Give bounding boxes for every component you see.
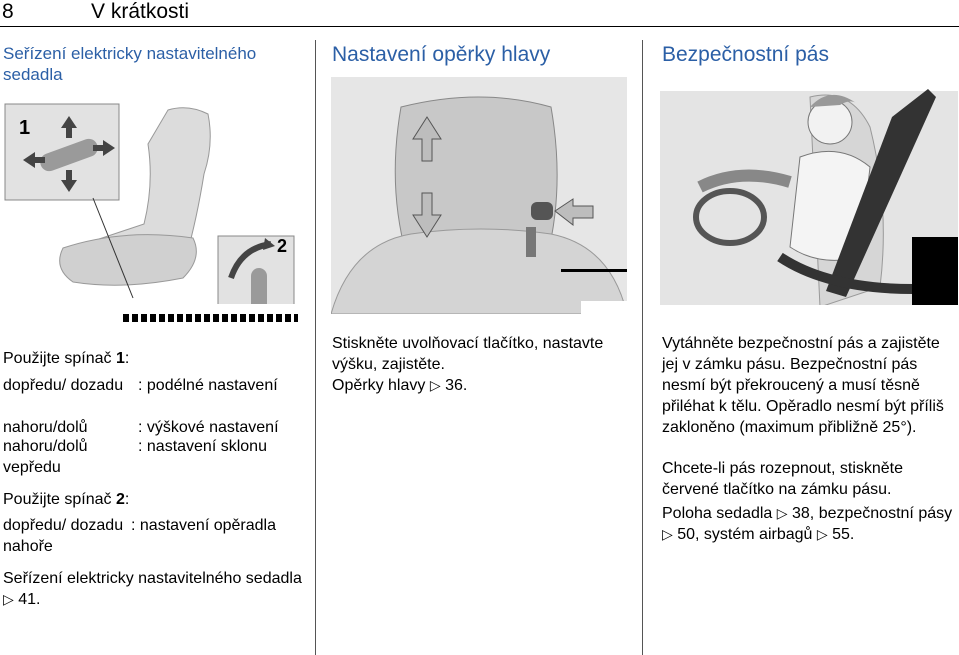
seat-adjustment-illustration bbox=[3, 98, 298, 333]
section-title-headrest: Nastavení opěrky hlavy bbox=[332, 43, 551, 66]
header-rule bbox=[0, 26, 959, 27]
section-title-seat-adjustment: Seřízení elektricky nastavitelného sedadla bbox=[3, 44, 257, 84]
headrest-instructions: Stiskněte uvolňovací tlačítko, nastavte výšku, zajistěte. bbox=[332, 335, 604, 373]
seat-footer-reference: Seřízení elektricky nastavitelného sedadla ▷ 41. bbox=[3, 570, 302, 608]
callout-2: 2 bbox=[277, 236, 288, 256]
column-divider bbox=[642, 40, 643, 655]
seat-belt-illustration bbox=[660, 77, 958, 317]
list-item: nahoru/dolů : výškové nastavení bbox=[3, 419, 279, 436]
page-reference-arrow-icon: ▷ bbox=[816, 526, 828, 542]
seat-belt-release: Chcete-li pás rozepnout, stiskněte červené tlačítko na zámku pásu. bbox=[662, 460, 904, 498]
seat-adjustment-drawing bbox=[3, 98, 298, 333]
callout-1: 1 bbox=[19, 117, 31, 139]
switch2-intro: Použijte spínač 2: bbox=[3, 491, 130, 508]
list-item: nahoru/dolů vepředu : nastavení sklonu bbox=[3, 438, 267, 476]
page-reference-arrow-icon: ▷ bbox=[429, 377, 441, 393]
headrest-illustration bbox=[331, 77, 627, 314]
column-divider bbox=[315, 40, 316, 655]
page-reference-arrow-icon: ▷ bbox=[776, 505, 788, 521]
list-item: dopředu/ dozadu : podélné nastavení bbox=[3, 377, 278, 394]
headrest-drawing bbox=[331, 77, 627, 314]
page-reference-arrow-icon: ▷ bbox=[662, 526, 673, 542]
headrest-reference: Opěrky hlavy ▷ 36. bbox=[332, 377, 468, 394]
seat-belt-instructions: Vytáhněte bezpečnostní pás a zajistěte jej v zámku pásu. Bezpečnostní pás nesmí být překroucený a musí těsně přiléhat k tělu. Opěradlo nesmí být příliš zakloněno (maximum přibližně 25°). bbox=[662, 335, 944, 436]
seat-belt-references: Poloha sedadla ▷ 38, bezpečnostní pásy ▷ 50, systém airbagů ▷ 55. bbox=[662, 505, 953, 543]
page-reference-arrow-icon: ▷ bbox=[3, 591, 14, 607]
seat-belt-drawing bbox=[660, 77, 958, 317]
switch1-intro: Použijte spínač 1: bbox=[3, 350, 130, 367]
page-number: 8 bbox=[2, 0, 14, 23]
list-item: dopředu/ dozadu nahoře : nastavení opěradla bbox=[3, 517, 276, 555]
running-title: V krátkosti bbox=[91, 0, 190, 23]
section-title-seat-belt: Bezpečnostní pás bbox=[662, 43, 829, 66]
